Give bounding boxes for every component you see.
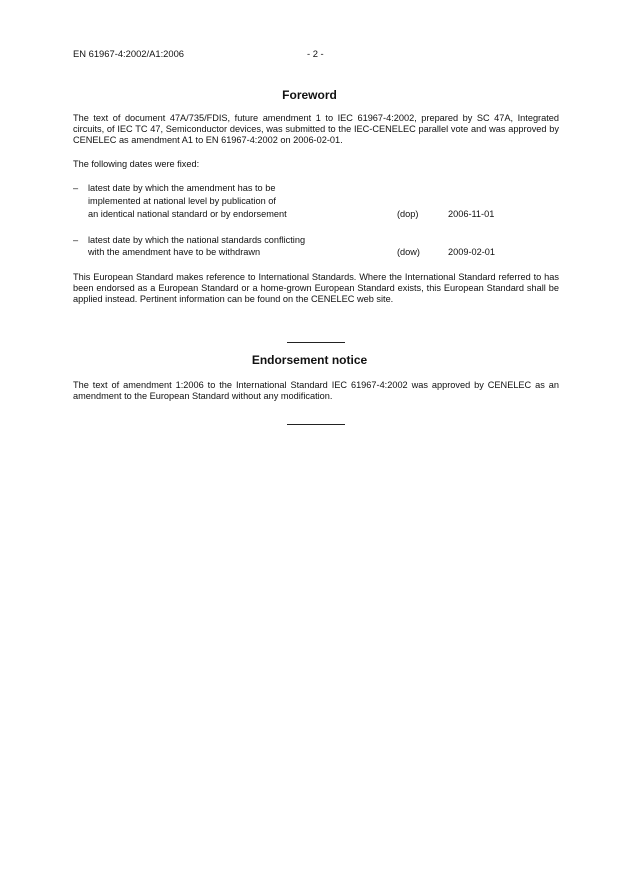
- reference-note: This European Standard makes reference to International Standards. Where the International Standard referred to has been endorsed as a European Standard or a home-grown European Standard exists, this European Standard shall be applied instead. Pertinent information can be found on the CENELEC web site.: [73, 272, 559, 304]
- page-number: - 2 -: [307, 48, 324, 59]
- date-value: 2006-11-01: [448, 209, 495, 219]
- date-code: (dow): [397, 247, 420, 257]
- list-dash: –: [73, 235, 79, 245]
- list-dash: –: [73, 183, 79, 193]
- date-item-line: latest date by which the national standards conflicting: [88, 235, 306, 245]
- section-divider: [287, 342, 345, 343]
- section-divider: [287, 424, 345, 425]
- dates-intro: The following dates were fixed:: [73, 159, 200, 169]
- date-item-line: implemented at national level by publication of: [88, 196, 276, 206]
- endorsement-text: The text of amendment 1:2006 to the International Standard IEC 61967-4:2002 was approved by CENELEC as an amendment to the European Standard without any modification.: [73, 380, 559, 401]
- document-id: EN 61967-4:2002/A1:2006: [73, 48, 185, 59]
- date-code: (dop): [397, 209, 419, 219]
- foreword-title: Foreword: [282, 88, 337, 102]
- date-item-line: latest date by which the amendment has to be: [88, 183, 276, 193]
- date-item-line: with the amendment have to be withdrawn: [88, 247, 261, 257]
- date-item-line: an identical national standard or by endorsement: [88, 209, 287, 219]
- date-value: 2009-02-01: [448, 247, 495, 257]
- endorsement-title: Endorsement notice: [251, 353, 368, 367]
- foreword-intro: The text of document 47A/735/FDIS, future amendment 1 to IEC 61967-4:2002, prepared by SC 47A, Integrated circuits, of IEC TC 47, Semiconductor devices, was submitted to the IEC-CENELEC parallel vote and was approved by CENELEC as amendment A1 to EN 61967-4:2002 on 2006-02-01.: [73, 113, 559, 145]
